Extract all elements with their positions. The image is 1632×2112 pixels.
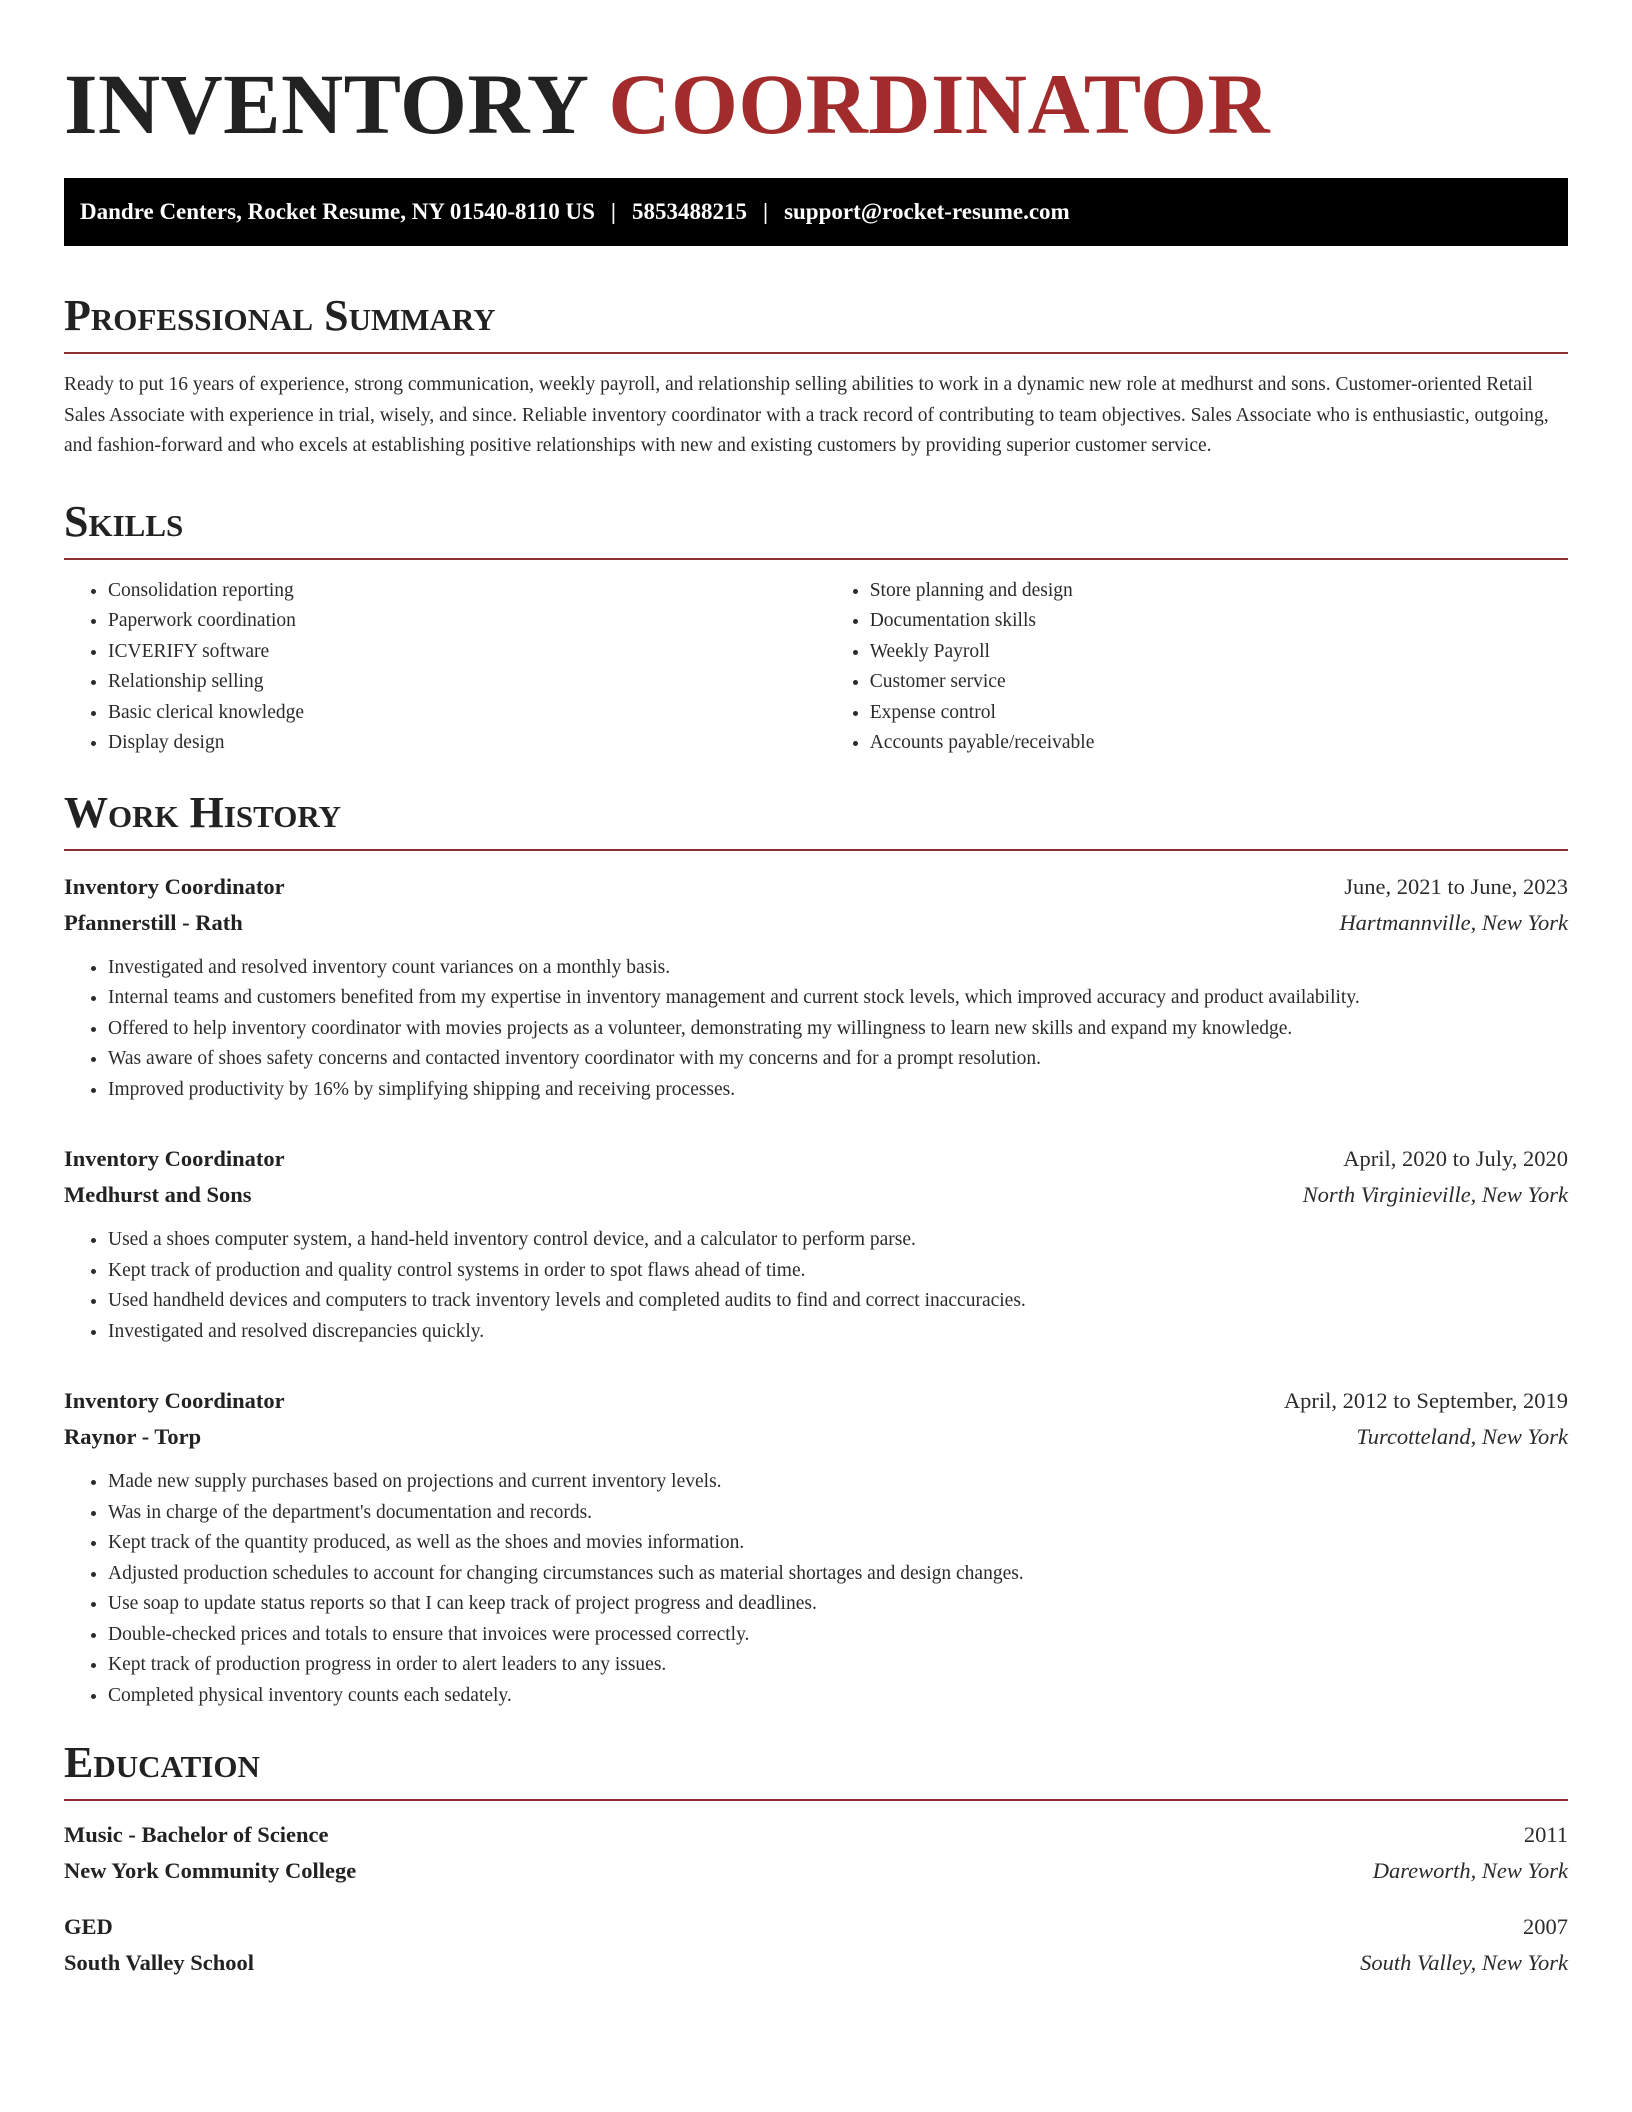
job-entry [64,1383,1568,1711]
skill-item: • ICVERIFY software [108,637,826,668]
contact-separator: | [610,199,616,224]
job-title: Inventory Coordinator [64,873,285,899]
resume-page [64,0,1568,1981]
education-entry [64,1909,1568,1981]
job-title: Inventory Coordinator [64,1146,285,1171]
contact-address: Dandre Centers, Rocket Resume, NY 01540-8110 US [80,199,595,224]
job-company: Raynor - Torp [64,1424,202,1449]
job-location: Turcotteland, New York [1356,1424,1568,1449]
education-year: 2011 [1523,1822,1568,1847]
education-school: South Valley School [64,1950,255,1975]
skill-item: • Relationship selling [108,667,826,698]
skill-item: • Paperwork coordination [108,606,826,637]
skill-item: • Display design [108,728,826,759]
skills-column-left [64,576,826,759]
job-bullet: • Improved productivity by 16% by simplifying shipping and receiving processes. [108,1075,1568,1106]
job-bullet: • Kept track of the quantity produced, as well as the shoes and movies information. [108,1528,1568,1559]
job-location: Hartmannville, New York [1339,909,1568,935]
job-bullet: • Kept track of production progress in order to alert leaders to any issues. [108,1650,1568,1681]
skills-column-right [826,576,1568,759]
work-history-heading: Work History [64,789,1568,851]
skill-item: • Customer service [870,667,1568,698]
skill-item: • Accounts payable/receivable [870,728,1568,759]
job-bullet: • Made new supply purchases based on projections and current inventory levels. [108,1467,1568,1498]
job-bullets [64,1467,1568,1711]
title-second-word: COORDINATOR [608,56,1271,152]
job-bullet: • Was in charge of the department's documentation and records. [108,1498,1568,1529]
job-bullet: • Use soap to update status reports so that I can keep track of project progress and deadlines. [108,1589,1568,1620]
job-dates: April, 2012 to September, 2019 [1283,1388,1568,1413]
education-degree: Music - Bachelor of Science [64,1822,329,1847]
job-bullet: • Was aware of shoes safety concerns and contacted inventory coordinator with my concerns and for a prompt resolution. [108,1044,1568,1075]
job-bullet: • Internal teams and customers benefited from my expertise in inventory management and current stock levels, which improved accuracy and product availability. [108,983,1568,1014]
contact-email: support@rocket-resume.com [784,199,1070,224]
job-bullet: • Investigated and resolved inventory count variances on a monthly basis. [108,953,1568,984]
skill-item: • Expense control [870,698,1568,729]
contact-phone: 5853488215 [631,199,747,224]
job-bullet: • Used handheld devices and computers to track inventory levels and completed audits to find and correct inaccuracies. [108,1286,1568,1317]
job-company: Medhurst and Sons [64,1182,252,1207]
education-year: 2007 [1523,1914,1568,1939]
skill-item: • Consolidation reporting [108,576,826,607]
contact-bar [64,178,1568,246]
job-bullet: • Used a shoes computer system, a hand-held inventory control device, and a calculator to perform parse. [108,1225,1568,1256]
job-bullets [64,953,1568,1106]
skills-heading: Skills [64,498,1568,560]
contact-separator: | [762,199,769,224]
skill-item: • Weekly Payroll [870,637,1568,668]
job-bullet: • Offered to help inventory coordinator with movies projects as a volunteer, demonstrating my willingness to learn new skills and expand my knowledge. [108,1014,1568,1045]
job-bullet: • Adjusted production schedules to account for changing circumstances such as material shortages and design changes. [108,1559,1568,1590]
job-dates: June, 2021 to June, 2023 [1344,873,1568,899]
job-title: Inventory Coordinator [64,1388,285,1413]
job-bullet: • Investigated and resolved discrepancies quickly. [108,1317,1568,1348]
skill-item: • Documentation skills [870,606,1568,637]
education-heading: Education [64,1739,1568,1801]
job-bullet: • Completed physical inventory counts each sedately. [108,1681,1568,1712]
job-location: North Virginieville, New York [1302,1182,1568,1207]
summary-heading: Professional Summary [64,292,1568,354]
skill-item: • Basic clerical knowledge [108,698,826,729]
education-location: Dareworth, New York [1372,1858,1568,1883]
skills-list [64,576,1568,759]
summary-text: Ready to put 16 years of experience, strong communication, weekly payroll, and relationship selling abilities to work in a dynamic new role at medhurst and sons. Customer-oriented Retail Sales Associate with experience in trial, wisely, and since. Reliable inventory coordinator with a track record of contributing to team objectives. Sales Associate who is enthusiastic, outgoing, and fashion-forward and who excels at establishing positive relationships with new and existing customers by providing superior customer service. [64,374,1549,456]
job-entry [64,1141,1568,1347]
education-location: South Valley, New York [1360,1950,1568,1975]
job-entry [64,869,1568,1106]
job-bullets [64,1225,1568,1347]
education-school: New York Community College [64,1858,357,1883]
job-bullet: • Kept track of production and quality control systems in order to spot flaws ahead of time. [108,1256,1568,1287]
education-entry [64,1817,1568,1889]
education-degree: GED [64,1914,113,1939]
title-first-word: INVENTORY [64,56,587,152]
job-company: Pfannerstill - Rath [64,909,243,935]
job-bullet: • Double-checked prices and totals to ensure that invoices were processed correctly. [108,1620,1568,1651]
skill-item: • Store planning and design [870,576,1568,607]
job-dates: April, 2020 to July, 2020 [1343,1146,1568,1171]
resume-title [64,56,1568,152]
